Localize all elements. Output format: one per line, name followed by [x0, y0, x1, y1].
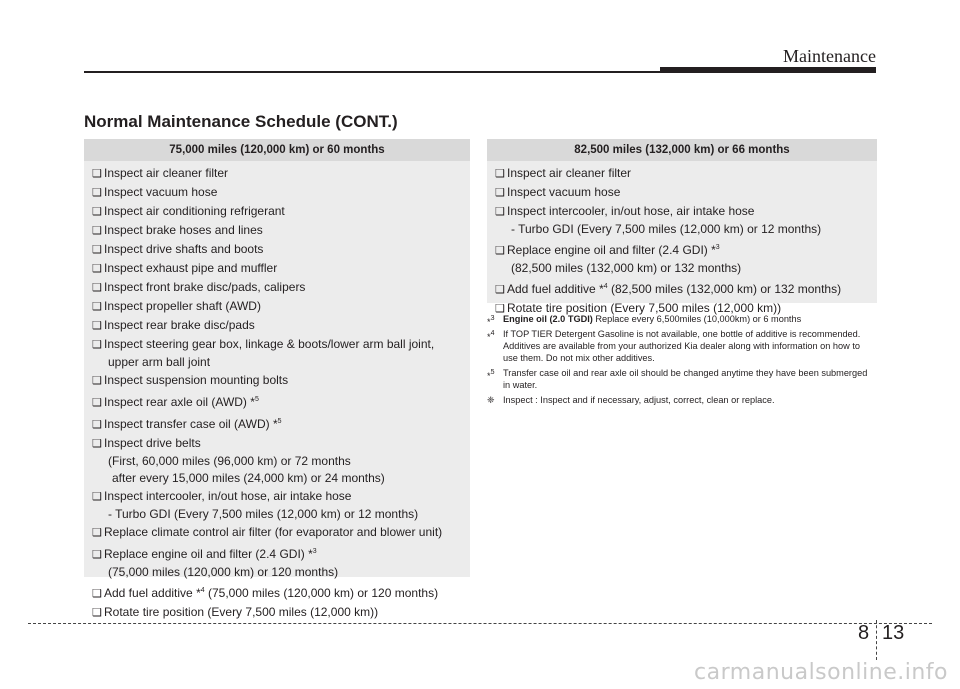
footnote-mark: *	[487, 371, 491, 381]
item-subtext: - Turbo GDI (Every 7,500 miles (12,000 km) or 12 months)	[511, 222, 822, 236]
checkbox-icon: ❑	[92, 320, 102, 332]
checklist-item	[92, 413, 460, 434]
checkbox-icon: ❑	[92, 588, 102, 600]
checkbox-icon: ❑	[495, 187, 505, 199]
checklist-item	[92, 184, 460, 202]
footnote-ref: 3	[715, 244, 720, 251]
footnote-bold: Engine oil (2.0 TGDI)	[503, 314, 593, 324]
item-text: Inspect propeller shaft (AWD)	[104, 299, 261, 313]
footnote	[487, 328, 877, 364]
footnote	[487, 394, 877, 406]
checklist-item	[92, 488, 460, 523]
footnote-number: 3	[490, 315, 495, 322]
item-text: Replace climate control air filter (for evaporator and blower unit)	[104, 525, 443, 539]
footnote-ref: 4	[603, 283, 608, 290]
item-text: Inspect air conditioning refrigerant	[104, 204, 285, 218]
footnote	[487, 367, 877, 391]
checklist-item	[92, 604, 460, 622]
checklist-item	[92, 241, 460, 259]
footnote-marker	[487, 367, 494, 382]
checkbox-icon: ❑	[92, 549, 102, 561]
checklist-item	[92, 582, 460, 603]
checkbox-icon: ❑	[495, 245, 505, 257]
item-subtext: (First, 60,000 miles (96,000 km) or 72 months	[108, 454, 351, 468]
checklist-item	[92, 317, 460, 335]
checkbox-icon: ❑	[92, 225, 102, 237]
checklist-item	[92, 298, 460, 316]
item-text: Inspect drive shafts and boots	[104, 242, 264, 256]
page-separator	[876, 620, 877, 660]
header-rule-thick	[660, 67, 876, 73]
right-item-list	[487, 161, 877, 323]
checklist-item	[495, 278, 867, 299]
checklist-item	[92, 435, 460, 487]
item-text: Inspect suspension mounting bolts	[104, 373, 289, 387]
footnote-mark: ❈	[487, 395, 495, 405]
checkbox-icon: ❑	[92, 244, 102, 256]
item-text: Inspect vacuum hose	[104, 185, 218, 199]
footnotes	[487, 313, 877, 409]
footnote-text: If TOP TIER Detergent Gasoline is not available, one bottle of additive is recommended. Additives are available from your authorized Kia dealer along with information on how to use them. Do not mix other additives.	[503, 329, 861, 363]
left-item-list	[84, 161, 470, 627]
checkbox-icon: ❑	[92, 527, 102, 539]
item-text: Replace engine oil and filter (2.4 GDI) *	[507, 243, 716, 257]
header-rule-thin	[84, 71, 660, 73]
checkbox-icon: ❑	[92, 397, 102, 409]
checklist-item	[92, 203, 460, 221]
item-text: Inspect air cleaner filter	[104, 166, 229, 180]
footnote	[487, 313, 877, 325]
header-title: Maintenance	[783, 46, 876, 66]
checkbox-icon: ❑	[92, 187, 102, 199]
checkbox-icon: ❑	[92, 438, 102, 450]
checklist-item	[92, 260, 460, 278]
checklist-item	[495, 165, 867, 183]
checkbox-icon: ❑	[92, 263, 102, 275]
checkbox-icon: ❑	[495, 303, 505, 315]
checkbox-icon: ❑	[495, 206, 505, 218]
footnote-ref: 5	[277, 418, 282, 425]
checkbox-icon: ❑	[92, 375, 102, 387]
item-tail: (75,000 miles (120,000 km) or 120 months)	[204, 586, 439, 600]
checkbox-icon: ❑	[92, 491, 102, 503]
footnote-number: 5	[490, 369, 495, 376]
footnote-ref: 5	[254, 396, 259, 403]
item-text: Rotate tire position (Every 7,500 miles (12,000 km))	[507, 301, 782, 315]
left-panel-heading: 75,000 miles (120,000 km) or 60 months	[84, 139, 470, 161]
right-schedule-panel	[487, 139, 877, 315]
page-number: 13	[882, 622, 905, 644]
footnote-ref: 3	[312, 548, 317, 555]
footnote-marker	[487, 394, 495, 406]
checklist-item	[92, 524, 460, 542]
checklist-item	[92, 543, 460, 581]
footnote-ref: 4	[200, 587, 205, 594]
chapter-number: 8	[858, 622, 870, 644]
item-text: Inspect intercooler, in/out hose, air intake hose	[507, 204, 755, 218]
left-schedule-panel	[84, 139, 470, 619]
item-subtext: after every 15,000 miles (24,000 km) or 24 months)	[112, 471, 385, 485]
item-subtext: (75,000 miles (120,000 km) or 120 months)	[108, 565, 339, 579]
item-text: Rotate tire position (Every 7,500 miles (12,000 km))	[104, 605, 379, 619]
item-text: Replace engine oil and filter (2.4 GDI) *	[104, 547, 313, 561]
checklist-item	[495, 184, 867, 202]
footnote-text: Transfer case oil and rear axle oil should be changed anytime they have been submerged in water.	[503, 368, 868, 390]
item-text: Inspect steering gear box, linkage & boots/lower arm ball joint,	[104, 337, 435, 351]
item-text: Inspect transfer case oil (AWD) *	[104, 417, 278, 431]
checkbox-icon: ❑	[92, 282, 102, 294]
item-subtext: (82,500 miles (132,000 km) or 132 months)	[511, 261, 742, 275]
checkbox-icon: ❑	[92, 339, 102, 351]
checklist-item	[495, 203, 867, 238]
checklist-item	[495, 239, 867, 277]
item-text: Inspect exhaust pipe and muffler	[104, 261, 278, 275]
item-subtext: upper arm ball joint	[108, 355, 211, 369]
checkbox-icon: ❑	[92, 301, 102, 313]
item-text: Inspect intercooler, in/out hose, air intake hose	[104, 489, 352, 503]
checkbox-icon: ❑	[92, 419, 102, 431]
item-text: Inspect air cleaner filter	[507, 166, 632, 180]
footnote-text: Replace every 6,500miles (10,000km) or 6 months	[592, 314, 802, 324]
watermark: carmanualsonline.info	[694, 660, 948, 685]
checkbox-icon: ❑	[495, 284, 505, 296]
footer-dashed-rule	[28, 623, 932, 624]
item-text: Add fuel additive *	[507, 282, 604, 296]
item-text: Inspect vacuum hose	[507, 185, 621, 199]
item-subtext: - Turbo GDI (Every 7,500 miles (12,000 km) or 12 months)	[108, 507, 419, 521]
item-text: Inspect front brake disc/pads, calipers	[104, 280, 306, 294]
right-panel-heading: 82,500 miles (132,000 km) or 66 months	[487, 139, 877, 161]
item-tail: (82,500 miles (132,000 km) or 132 months)	[607, 282, 842, 296]
item-text: Inspect rear axle oil (AWD) *	[104, 395, 255, 409]
footnote-mark: *	[487, 317, 491, 327]
footnote-marker	[487, 313, 494, 328]
checkbox-icon: ❑	[92, 607, 102, 619]
item-text: Inspect drive belts	[104, 436, 201, 450]
checklist-item	[92, 391, 460, 412]
footnote-marker	[487, 328, 494, 343]
checklist-item	[92, 165, 460, 183]
footnote-mark: *	[487, 332, 491, 342]
item-text: Add fuel additive *	[104, 586, 201, 600]
footnote-text: Inspect : Inspect and if necessary, adjust, correct, clean or replace.	[503, 395, 775, 405]
section-title: Normal Maintenance Schedule (CONT.)	[84, 112, 398, 131]
checklist-item	[92, 279, 460, 297]
checklist-item	[92, 336, 460, 371]
footnote-number: 4	[490, 330, 495, 337]
item-text: Inspect brake hoses and lines	[104, 223, 263, 237]
checkbox-icon: ❑	[495, 168, 505, 180]
checklist-item	[92, 372, 460, 390]
checkbox-icon: ❑	[92, 206, 102, 218]
checkbox-icon: ❑	[92, 168, 102, 180]
checklist-item	[92, 222, 460, 240]
item-text: Inspect rear brake disc/pads	[104, 318, 255, 332]
